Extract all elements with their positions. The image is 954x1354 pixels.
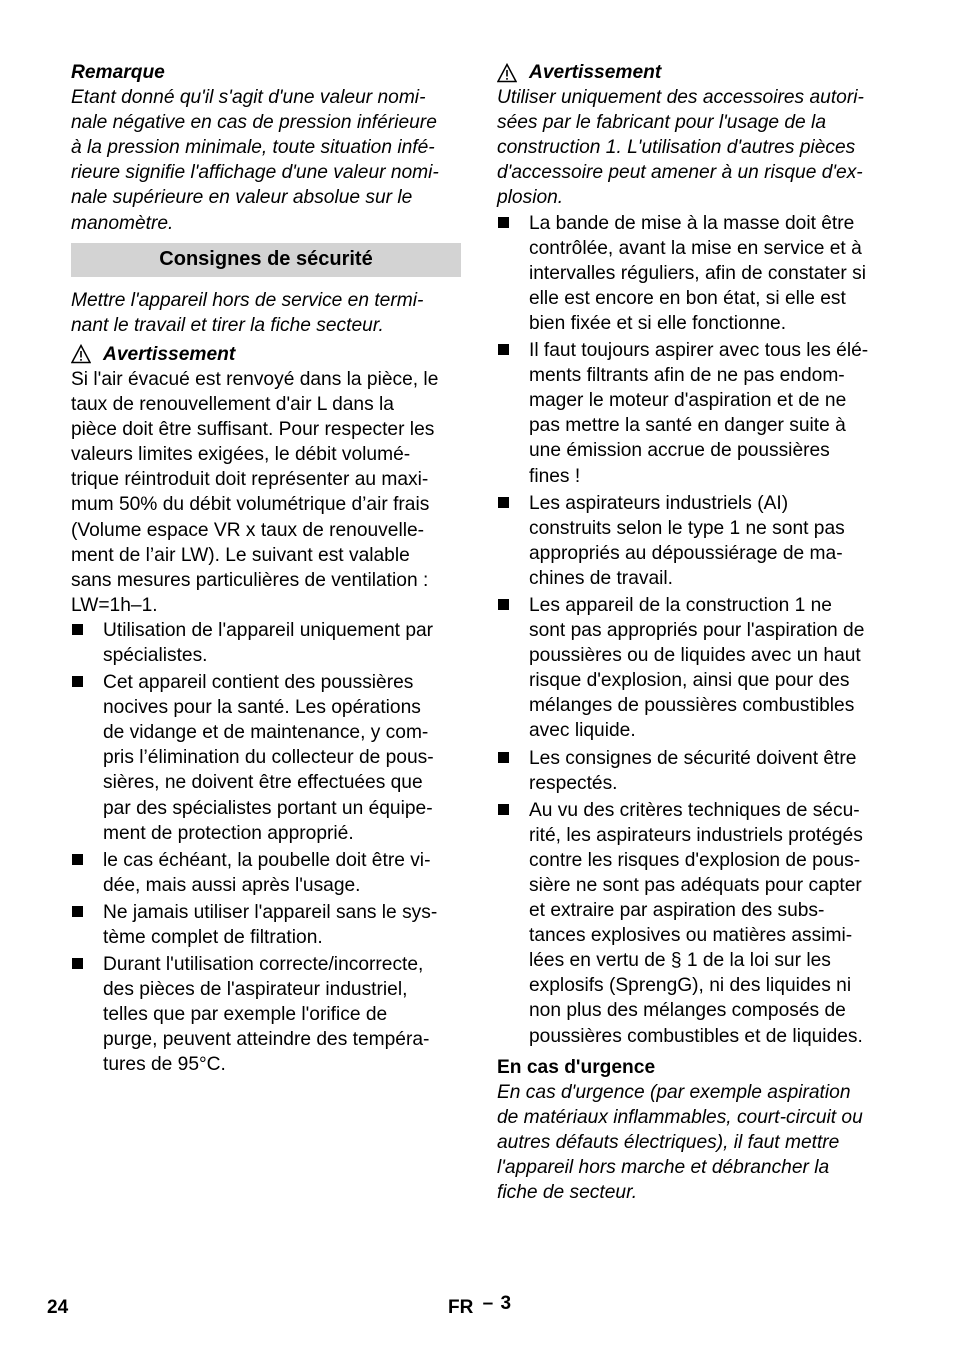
list-item: Cet appareil contient des poussières nocives pour la santé. Les opérations de vidange et de maintenance, y com- pris l’élimination du collecteur de pous- sières, ne doivent être effectuées que par des spécialistes portant un équipe- ment de protection approprié. <box>71 670 461 846</box>
list-item: La bande de mise à la masse doit être contrôlée, avant la mise en service et à intervalles réguliers, afin de constater si elle est encore en bon état, si elle est bien fixée et si elle fonctionne. <box>497 211 887 336</box>
footer-language <box>448 1293 512 1319</box>
warning-triangle-icon <box>497 63 517 83</box>
square-bullet-icon <box>72 624 83 635</box>
footer-sub-page: 3 <box>500 1293 512 1314</box>
left-bullet-list <box>71 618 461 1078</box>
footer-dash: – <box>482 1293 494 1314</box>
list-item: Ne jamais utiliser l'appareil sans le sys- tème complet de filtration. <box>71 900 461 950</box>
square-bullet-icon <box>72 958 83 969</box>
square-bullet-icon <box>72 906 83 917</box>
section-title-bar <box>71 243 461 277</box>
right-column <box>497 60 887 1205</box>
remarque-text: Etant donné qu'il s'agit d'une valeur nomi- nale négative en cas de pression inférieure à la pression minimale, toute situation infé- rieure signifie l'affichage d'une valeur nomi- nale supérieure en valeur absolue sur le manomètre. <box>71 87 439 234</box>
list-item: Durant l'utilisation correcte/incorrecte, des pièces de l'aspirateur industriel, telles que par exemple l'orifice de purge, peuvent atteindre des tempéra- tures de 95°C. <box>71 952 461 1077</box>
list-item: Les appareil de la construction 1 ne sont pas appropriés pour l'aspiration de poussières ou de liquides avec un haut risque d'explosion, ainsi que pour des mélanges de poussières combustibles avec liquide. <box>497 593 887 744</box>
square-bullet-icon <box>498 344 509 355</box>
section-title: Consignes de sécurité <box>159 248 373 271</box>
urgence-title: En cas d'urgence <box>497 1056 656 1078</box>
urgence-text: En cas d'urgence (par exemple aspiration de matériaux inflammables, court-circuit ou autres défauts électriques), il faut mettre l'appareil hors marche et débrancher la fiche de secteur. <box>497 1081 863 1204</box>
warning-heading: Avertissement <box>497 60 887 85</box>
remarque-title: Remarque <box>71 62 165 83</box>
list-item: Utilisation de l'appareil uniquement par spécialistes. <box>71 618 461 668</box>
square-bullet-icon <box>498 497 509 508</box>
list-item: Il faut toujours aspirer avec tous les élé- ments filtrants afin de ne pas endom- mager le moteur d'aspiration et de ne pas mettre la santé en danger suite à une émission accrue de poussières fines ! <box>497 338 887 489</box>
warning-text: Utiliser uniquement des accessoires autori- sées par le fabricant pour l'usage de la construction 1. L'utilisation d'autres pièces d'accessoire peut amener à un risque d'ex- plosion. <box>497 87 864 209</box>
square-bullet-icon <box>498 217 509 228</box>
footer-lang-code: FR <box>448 1297 474 1318</box>
right-bullet-list <box>497 211 887 1049</box>
list-item: Les consignes de sécurité doivent être respectés. <box>497 746 887 796</box>
warning-heading: Avertissement <box>71 342 461 367</box>
square-bullet-icon <box>498 752 509 763</box>
warning-triangle-icon <box>71 344 91 364</box>
warning-text: Si l'air évacué est renvoyé dans la pièce, le taux de renouvellement d'air L dans la pièce doit être suffisant. Pour respecter les valeurs limites exigées, le débit volumé- trique réintroduit doit représenter au maxi- mum 50% du débit volumétrique d’air frais (Volume espace VR x taux de renouvelle- ment de l’air LW). Le suivant est valable sans mesures particulières de ventilation : LW=1h–1. <box>71 368 439 616</box>
square-bullet-icon <box>72 676 83 687</box>
square-bullet-icon <box>72 854 83 865</box>
square-bullet-icon <box>498 599 509 610</box>
list-item: le cas échéant, la poubelle doit être vi- dée, mais aussi après l'usage. <box>71 848 461 898</box>
square-bullet-icon <box>498 804 509 815</box>
page-number: 24 <box>47 1297 69 1318</box>
intro-text: Mettre l'appareil hors de service en termi- nant le travail et tirer la fiche secteur. <box>71 289 424 336</box>
left-column <box>71 60 461 1080</box>
list-item: Au vu des critères techniques de sécu- rité, les aspirateurs industriels protégés contre les risques d'explosion de pous- sière ne sont pas adéquats pour capter et extraire par aspiration des subs- tances explosives ou matières assimi- lées en vertu de § 1 de la loi sur les explosifs (SprengG), ni des liquides ni non plus des mélanges composés de poussières combustibles et de liquides. <box>497 798 887 1049</box>
list-item: Les aspirateurs industriels (AI) construits selon le type 1 ne sont pas appropriés au dépoussiérage de ma- chines de travail. <box>497 491 887 591</box>
